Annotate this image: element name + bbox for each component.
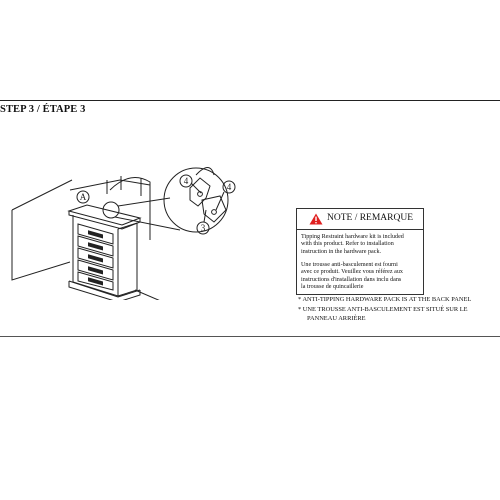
note-english-line: with this product. Refer to installation (301, 241, 394, 248)
callout-3-label: 3 (200, 223, 206, 233)
hardware-location-french: * UNE TROUSSE ANTI-BASCULEMENT EST SITUÉ SUR LE (298, 306, 468, 313)
note-french-text (301, 262, 421, 292)
dresser-body (118, 223, 137, 296)
step-title: STEP 3 / ÉTAPE 3 (0, 104, 86, 115)
hardware-location-french-continued: PANNEAU ARRIÈRE (307, 315, 366, 322)
note-french-line: avec ce produit. Veuillez vous référez aux (301, 269, 403, 276)
note-title: NOTE / REMARQUE (327, 213, 414, 223)
bottom-divider (0, 336, 500, 337)
screw-leader (216, 192, 224, 210)
zoom-detail-circle (164, 168, 228, 232)
wall-line (12, 210, 70, 280)
screw-leader (191, 183, 201, 193)
note-french-line: Une trousse anti-basculement est fourni (301, 262, 398, 268)
note-header (297, 209, 423, 230)
magnifier-line (118, 198, 170, 206)
note-french-line: instructions d'installation dans inclu dans (301, 276, 402, 283)
callout-4-left-label: 4 (183, 176, 189, 186)
top-divider (0, 100, 500, 101)
callout-a-label: A (79, 192, 87, 202)
note-english-line: Tipping Restraint hardware kit is included (301, 234, 404, 240)
wall-line (70, 180, 150, 190)
dresser-illustration (0, 150, 250, 300)
note-french-line: la trousse de quincaillerie (301, 284, 364, 291)
wall-line (12, 180, 72, 210)
callout-4-right-label: 4 (226, 182, 232, 192)
warning-triangle-icon (309, 213, 323, 225)
screw-head (212, 210, 217, 215)
hardware-location-english: * ANTI-TIPPING HARDWARE PACK IS AT THE BACK PANEL (298, 296, 472, 303)
restraint-strap (196, 168, 214, 176)
note-box (296, 208, 424, 295)
note-english-line: instruction in the hardware pack. (301, 248, 382, 255)
note-english-text (301, 234, 421, 256)
wall-line (110, 178, 170, 301)
